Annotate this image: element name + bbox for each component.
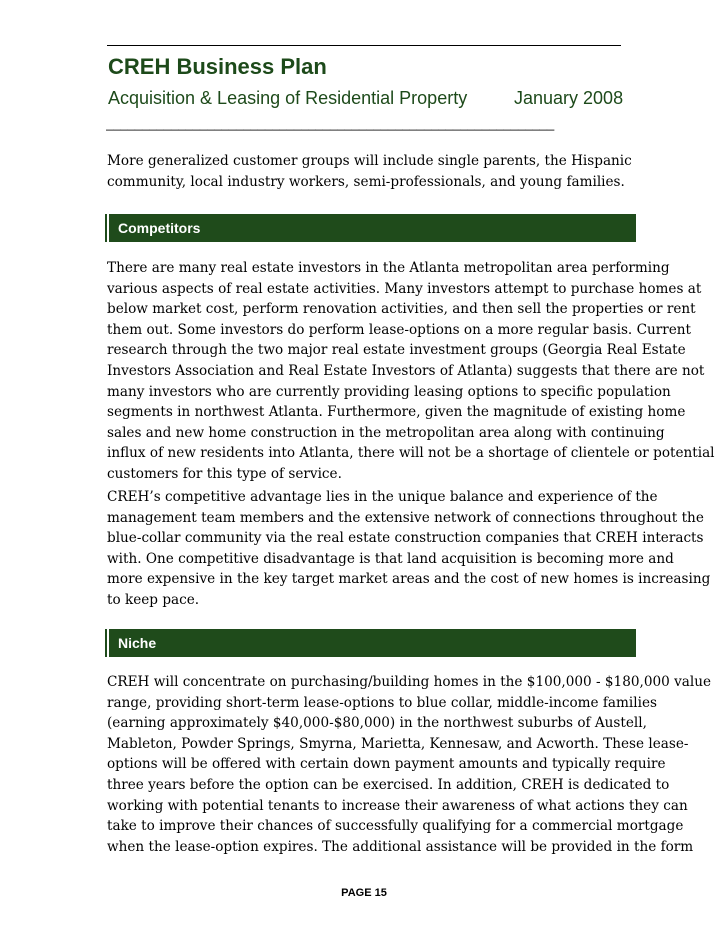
paragraph-line: working with potential tenants to increase their awareness of what actions they can	[107, 797, 688, 814]
paragraph-line: with. One competitive disadvantage is that land acquisition is becoming more and	[107, 550, 674, 567]
paragraph-line: blue-collar community via the real estate construction companies that CREH interacts	[107, 530, 704, 547]
paragraph-line: them out. Some investors do perform lease-options on a more regular basis. Current	[107, 321, 691, 338]
competitors-paragraph-1	[107, 258, 715, 485]
paragraph-line: below market cost, perform renovation activities, and then sell the properties or rent	[107, 301, 696, 318]
document-title: CREH Business Plan	[108, 54, 327, 79]
paragraph-line: CREH’s competitive advantage lies in the unique balance and experience of the	[107, 489, 658, 505]
section-heading-bar-niche	[107, 629, 636, 657]
document-subtitle: Acquisition & Leasing of Residential Property	[108, 88, 468, 108]
paragraph-line: options will be offered with certain down payment amounts and typically require	[107, 756, 666, 773]
paragraph-line: research through the two major real estate investment groups (Georgia Real Estate	[107, 342, 686, 359]
header-top-rule	[107, 45, 621, 46]
paragraph-line: take to improve their chances of successfully qualifying for a commercial mortgage	[107, 818, 684, 835]
paragraph-line: sales and new home construction in the metropolitan area along with continuing	[107, 424, 665, 441]
paragraph-line: three years before the option can be exercised. In addition, CREH is dedicated to	[107, 776, 670, 793]
competitors-paragraph-2	[107, 487, 710, 611]
paragraph-line: (earning approximately $40,000-$80,000) in the northwest suburbs of Austell,	[107, 715, 647, 732]
header-underscore-rule: ______________________________________________________________	[106, 116, 555, 131]
section-heading-competitors: Competitors	[118, 220, 201, 236]
paragraph-line: when the lease-option expires. The additional assistance will be provided in the form	[107, 838, 694, 855]
paragraph-line: various aspects of real estate activities. Many investors attempt to purchase homes at	[107, 280, 702, 297]
paragraph-line: segments in northwest Atlanta. Furthermore, given the magnitude of existing home	[107, 404, 686, 421]
page-number: PAGE 15	[341, 887, 387, 899]
paragraph-line: Mableton, Powder Springs, Smyrna, Marietta, Kennesaw, and Acworth. These lease-	[107, 735, 689, 752]
paragraph-line: influx of new residents into Atlanta, there will not be a shortage of clientele or potential	[107, 445, 715, 462]
paragraph-line: More generalized customer groups will include single parents, the Hispanic	[107, 153, 632, 169]
paragraph-line: customers for this type of service.	[107, 465, 342, 482]
intro-paragraph	[107, 151, 632, 192]
paragraph-line: many investors who are currently providing leasing options to specific population	[107, 383, 671, 400]
paragraph-line: to keep pace.	[107, 591, 200, 608]
paragraph-line: range, providing short-term lease-options to blue collar, middle-income families	[107, 694, 657, 711]
document-date: January 2008	[514, 88, 624, 108]
section-heading-niche: Niche	[118, 635, 157, 651]
paragraph-line: community, local industry workers, semi-professionals, and young families.	[107, 173, 625, 190]
paragraph-line: CREH will concentrate on purchasing/building homes in the $100,000 - $180,000 value	[107, 674, 712, 690]
section-heading-bar-competitors	[107, 214, 636, 242]
niche-paragraph-1	[107, 672, 711, 857]
paragraph-line: Investors Association and Real Estate Investors of Atlanta) suggests that there are not	[107, 362, 705, 379]
paragraph-line: more expensive in the key target market areas and the cost of new homes is increasing	[107, 571, 711, 588]
paragraph-line: management team members and the extensive network of connections throughout the	[107, 509, 704, 526]
paragraph-line: There are many real estate investors in the Atlanta metropolitan area performing	[107, 260, 670, 276]
